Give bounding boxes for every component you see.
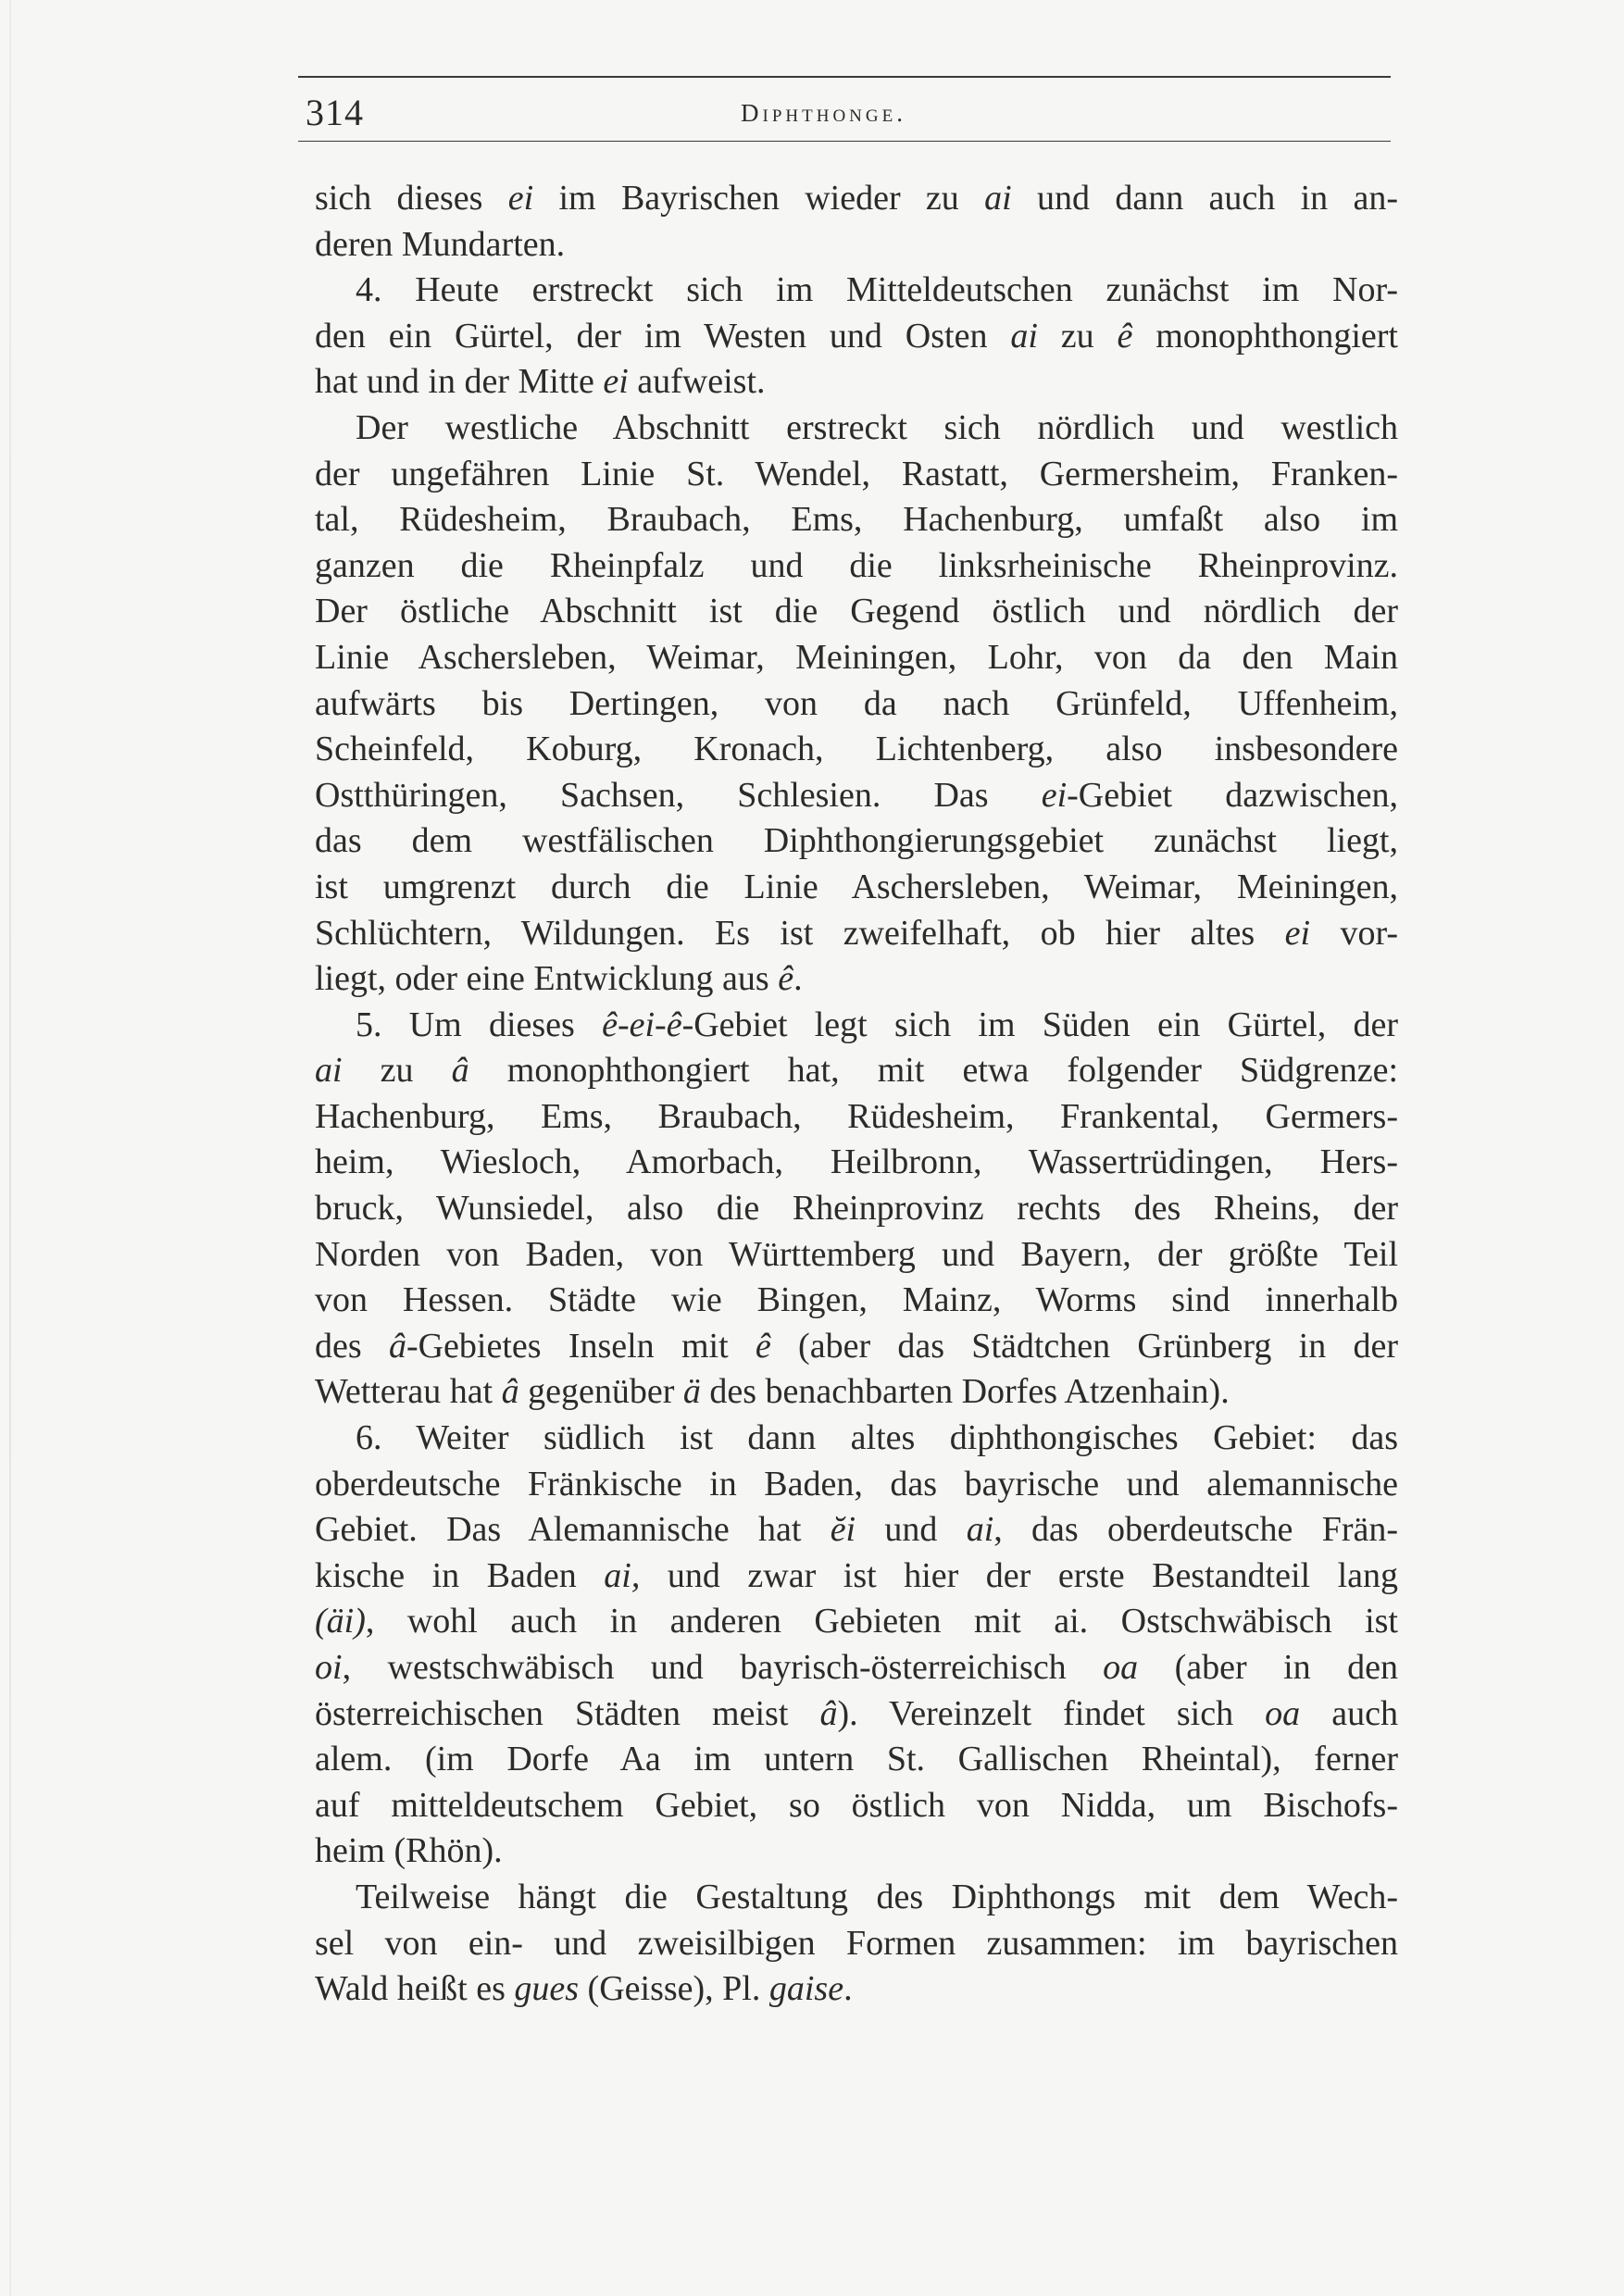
text-run: oberdeutsche Fränkische in Baden, das bayrische und alemannische [315,1464,1398,1504]
text-run: heim (Rhön). [315,1831,503,1871]
body-text [315,176,1398,2013]
text-run: Ostthüringen, Sachsen, Schlesien. Das [315,775,1042,815]
italic-term: ä [682,1372,701,1412]
text-run: kische in Baden [315,1555,605,1595]
italic-term: ĕi [830,1510,856,1550]
text-run: -Gebiet legt sich im Süden ein Gürtel, der [681,1004,1399,1044]
text-run: -Gebietes Inseln mit [406,1326,756,1366]
text-run: Teilweise hängt die Gestaltung des Diphthongs mit dem Wech- [356,1877,1398,1916]
text-line [315,1875,1398,1921]
text-run: Linie Aschersleben, Weimar, Meiningen, Lohr, von da den Main [315,637,1398,677]
text-run: monophthongiert hat, mit etwa folgender Südgrenze: [468,1051,1398,1091]
text-line [315,1232,1398,1279]
text-line [315,1828,1398,1875]
italic-term: gaise [768,1969,844,2009]
italic-term: ei [603,362,629,402]
text-line [315,589,1398,635]
italic-term: ê [1117,316,1133,356]
text-line [315,1554,1398,1600]
text-line [315,176,1398,222]
text-line [315,1416,1398,1462]
header-rule-top [298,76,1391,78]
italic-term: gues [514,1969,580,2009]
text-run: ganzen die Rheinpfalz und die linksrheinische Rheinprovinz. [315,545,1398,585]
text-run: Der westliche Abschnitt erstreckt sich nördlich und westlich [356,407,1398,447]
text-run: Wetterau hat [315,1372,502,1412]
text-line [315,1369,1398,1416]
text-line [315,1783,1398,1829]
text-line [315,911,1398,957]
text-line [315,1094,1398,1141]
text-run: , westschwäbisch und bayrisch-österreichisch [342,1648,1104,1687]
text-run: und [856,1510,967,1550]
text-run: , das oberdeutsche Frän- [993,1510,1399,1550]
italic-term: â [451,1051,469,1091]
text-line [315,1278,1398,1324]
text-line [315,635,1398,681]
text-run: Gebiet. Das Alemannische hat [315,1510,831,1550]
text-run: (aber in den [1138,1648,1398,1687]
text-run: auch [1300,1693,1398,1733]
italic-term: ê-ei-ê [602,1004,682,1044]
text-line [315,865,1398,911]
text-run: (Geisse), Pl. [579,1969,769,2009]
italic-term: ei [1284,913,1311,953]
text-line [315,359,1398,406]
text-run: zu [342,1051,452,1091]
text-run: deren Mundarten. [315,224,566,264]
text-run: und dann auch in an- [1011,179,1398,218]
text-run: , wohl auch in anderen Gebieten mit ai. Ostschwäbisch ist [365,1602,1398,1641]
header-rule-bottom [298,141,1391,142]
text-line [315,1048,1398,1094]
text-line [315,773,1398,819]
text-line [315,956,1398,1003]
text-line [315,681,1398,728]
text-line [315,1324,1398,1370]
text-line [315,1645,1398,1691]
text-run: das dem westfälischen Diphthongierungsgebiet zunächst liegt, [315,821,1398,861]
italic-term: ai, [604,1555,641,1595]
italic-term: ê [778,959,794,999]
text-run: gegenüber [518,1372,683,1412]
text-run: Der östliche Abschnitt ist die Gegend östlich und nördlich der [315,592,1398,631]
text-run: Wald heißt es [315,1969,515,2009]
italic-term: â [388,1326,406,1366]
text-run: -Gebiet dazwischen, [1067,775,1398,815]
text-line [315,1140,1398,1186]
text-run: 6. Weiter südlich ist dann altes diphthongisches Gebiet: das [356,1418,1398,1458]
text-line [315,1003,1398,1049]
text-run: heim, Wiesloch, Amorbach, Heilbronn, Wassertrüdingen, Hers- [315,1142,1398,1182]
text-run: den ein Gürtel, der im Westen und Osten [315,316,1011,356]
text-line [315,222,1398,268]
text-line [315,818,1398,865]
italic-term: ai [966,1510,994,1550]
text-run: . [843,1969,853,2009]
italic-term: â [819,1693,838,1733]
text-run: ist umgrenzt durch die Linie Aschersleben, Weimar, Meiningen, [315,867,1398,906]
page-number: 314 [306,92,364,133]
text-run: Norden von Baden, von Württemberg und Bayern, der größte Teil [315,1234,1398,1274]
text-run: (aber das Städtchen Grünberg in der [770,1326,1398,1366]
text-run: tal, Rüdesheim, Braubach, Ems, Hachenburg, umfaßt also im [315,500,1398,540]
italic-term: oa [1103,1648,1139,1687]
running-head: Diphthonge. [741,99,906,127]
text-line [315,1691,1398,1738]
italic-term: â [501,1372,519,1412]
text-run: 4. Heute erstreckt sich im Mitteldeutschen zunächst im Nor- [356,270,1398,310]
text-line [315,1966,1398,2013]
text-run: sel von ein- und zweisilbigen Formen zusammen: im bayrischen [315,1923,1398,1963]
text-line [315,727,1398,773]
text-run: Hachenburg, Ems, Braubach, Rüdesheim, Frankental, Germers- [315,1096,1398,1136]
text-run: hat und in der Mitte [315,362,604,402]
text-line [315,1737,1398,1783]
italic-term: ei [1041,775,1068,815]
italic-term: (äi) [315,1602,366,1641]
text-run: monophthongiert [1132,316,1398,356]
text-run: des benachbarten Dorfes Atzenhain). [700,1372,1230,1412]
italic-term: oi [315,1648,343,1687]
text-run: zu [1037,316,1118,356]
text-run: 5. Um dieses [356,1004,603,1044]
italic-term: ei [507,179,534,218]
text-run: auf mitteldeutschem Gebiet, so östlich von Nidda, um Bischofs- [315,1785,1398,1825]
text-run: ). Vereinzelt findet sich [837,1693,1266,1733]
italic-term: oa [1265,1693,1301,1733]
italic-term: ai [1010,316,1038,356]
text-line [315,1462,1398,1508]
text-line [315,1507,1398,1554]
text-run: österreichischen Städten meist [315,1693,820,1733]
text-run: aufweist. [628,362,766,402]
text-line [315,497,1398,543]
text-run: des [315,1326,389,1366]
text-line [315,543,1398,590]
italic-term: ê [755,1326,771,1366]
text-run: Scheinfeld, Koburg, Kronach, Lichtenberg, also insbesondere [315,730,1398,769]
text-run: liegt, oder eine Entwicklung aus [315,959,779,999]
text-line [315,268,1398,314]
page-edge-shadow [9,0,11,2296]
text-run: alem. (im Dorfe Aa im untern St. Gallischen Rheintal), ferner [315,1740,1398,1779]
text-line [315,1599,1398,1645]
text-run: der ungefähren Linie St. Wendel, Rastatt, Germersheim, Franken- [315,454,1398,493]
text-run: und zwar ist hier der erste Bestandteil lang [640,1555,1399,1595]
text-run: Schlüchtern, Wildungen. Es ist zweifelhaft, ob hier altes [315,913,1285,953]
text-line [315,314,1398,360]
text-line [315,1186,1398,1232]
text-run: bruck, Wunsiedel, also die Rheinprovinz rechts des Rheins, der [315,1189,1398,1229]
text-line [315,1921,1398,1967]
text-run: aufwärts bis Dertingen, von da nach Grünfeld, Uffenheim, [315,683,1398,723]
text-line [315,406,1398,452]
text-line [315,452,1398,498]
text-run: vor- [1310,913,1398,953]
text-run: von Hessen. Städte wie Bingen, Mainz, Worms sind innerhalb [315,1280,1398,1320]
text-run: sich dieses [315,179,508,218]
italic-term: ai [315,1051,343,1091]
italic-term: ai [984,179,1012,218]
text-run: . [793,959,803,999]
text-run: im Bayrischen wieder zu [533,179,985,218]
